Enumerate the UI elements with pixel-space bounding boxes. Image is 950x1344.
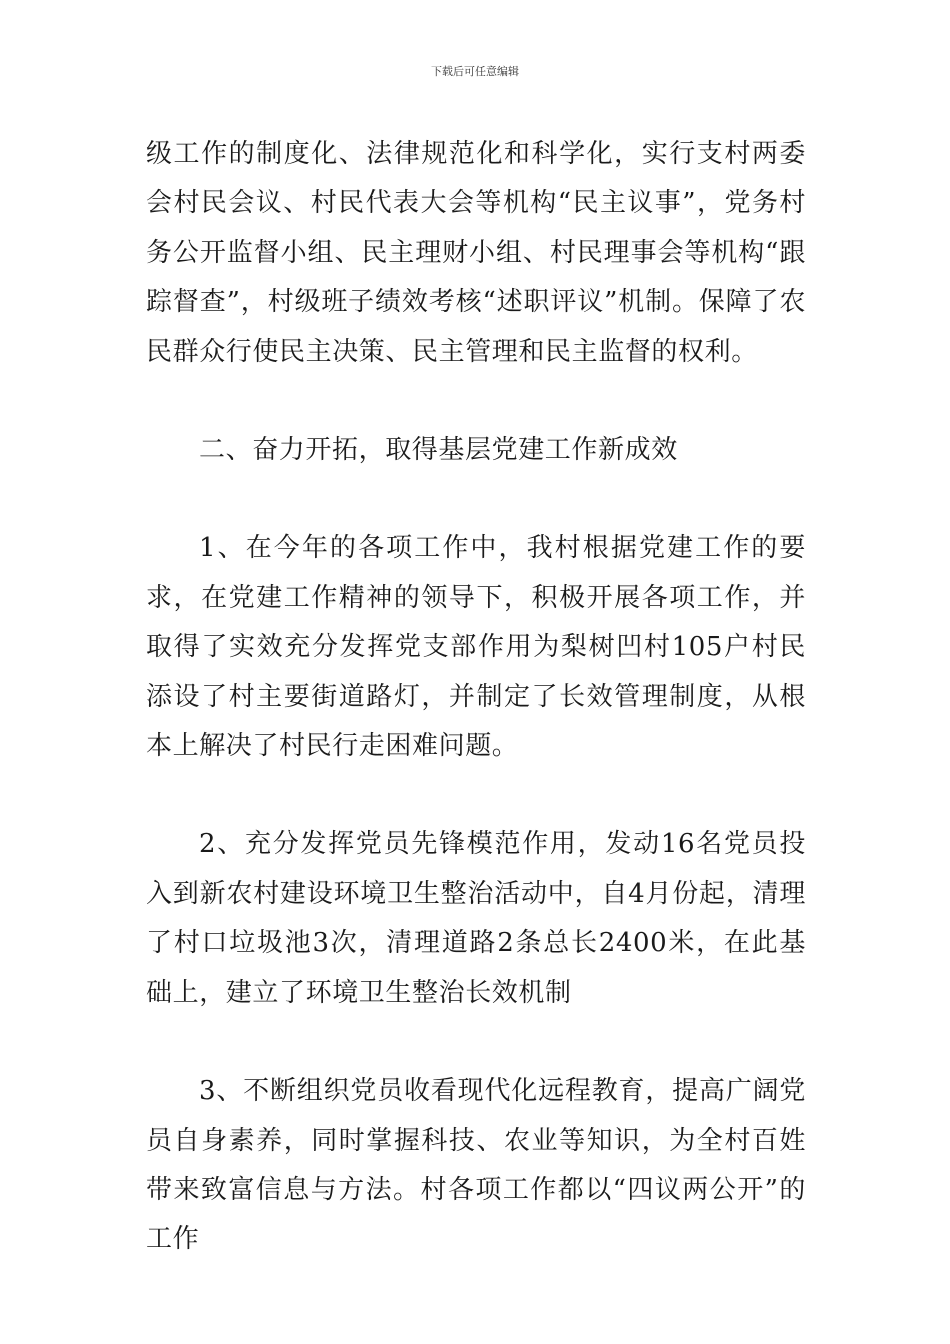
section-heading: 二、奋力开拓，取得基层党建工作新成效 — [199, 435, 678, 466]
list-item-2: 2、充分发挥党员先锋模范作用，发动16名党员投入到新农村建设环境卫生整治活动中，自4月份起，清理了村口垃圾池3次，清理道路2条总长2400米，在此基础上，建立了环境卫生整治长效机制 — [146, 829, 806, 1008]
paragraph-gap — [146, 475, 806, 524]
page-header: 下载后可任意编辑 — [431, 65, 519, 78]
paragraph-gap — [146, 1018, 806, 1067]
paragraph-gap — [146, 771, 806, 820]
document-body — [146, 130, 806, 1265]
list-item-3: 3、不断组织党员收看现代化远程教育，提高广阔党员自身素养，同时掌握科技、农业等知识，为全村百姓带来致富信息与方法。村各项工作都以“四议两公开”的工作 — [146, 1076, 806, 1255]
list-item-1: 1、在今年的各项工作中，我村根据党建工作的要求，在党建工作精神的领导下，积极开展各项工作，并取得了实效充分发挥党支部作用为梨树凹村105户村民添设了村主要街道路灯，并制定了长效管理制度，从根本上解决了村民行走困难问题。 — [146, 533, 806, 762]
paragraph-gap — [146, 377, 806, 426]
paragraph-continuation: 级工作的制度化、法律规范化和科学化，实行支村两委会村民会议、村民代表大会等机构“民主议事”，党务村务公开监督小组、民主理财小组、村民理事会等机构“跟踪督查”，村级班子绩效考核“述职评议”机制。保障了农民群众行使民主决策、民主管理和民主监督的权利。 — [146, 139, 806, 367]
